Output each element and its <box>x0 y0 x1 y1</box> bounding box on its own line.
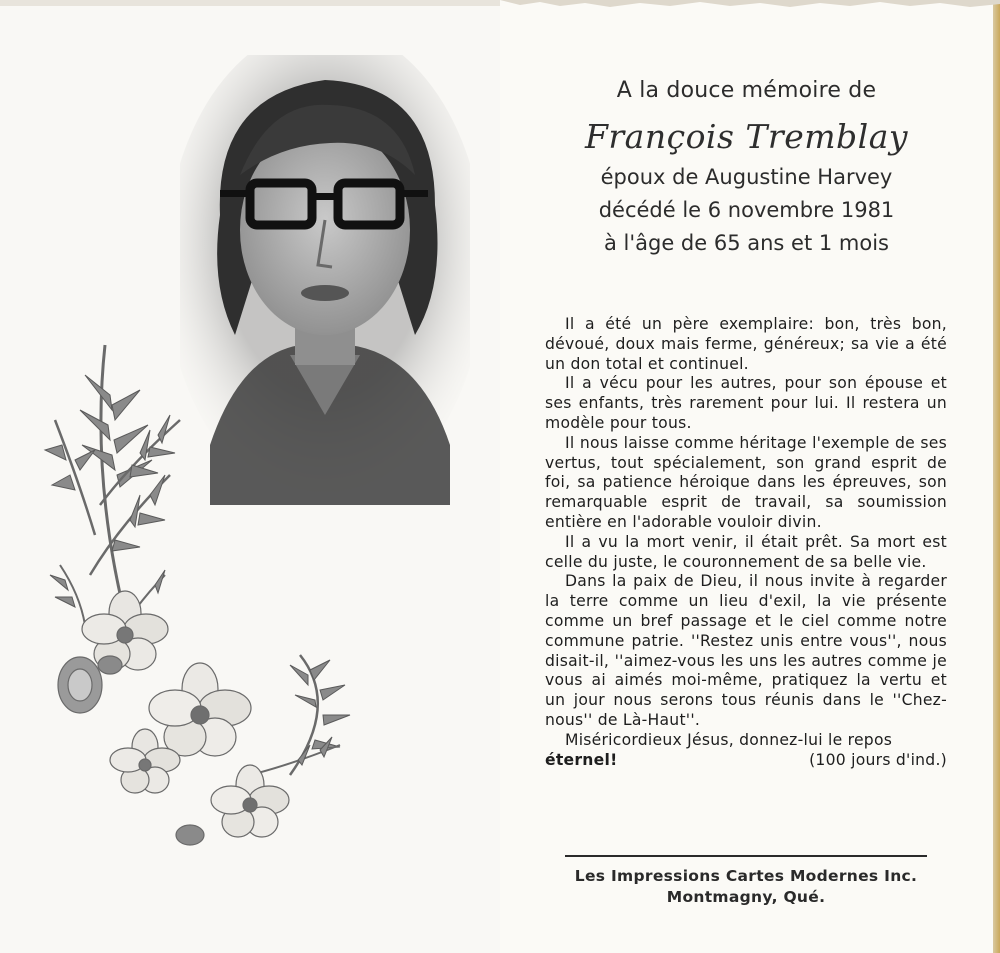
age-line: à l'âge de 65 ans et 1 mois <box>603 231 889 255</box>
spouse-line: époux de Augustine Harvey <box>600 165 893 189</box>
indulgence-note: (100 jours d'ind.) <box>809 750 947 769</box>
eulogy-paragraph: Dans la paix de Dieu, il nous invite à regarder la terre comme un lieu d'exil, la vie présente comme un bref passage et le ciel comme notre commune patrie. ''Restez unis entre vous'', nous disait-il, ''aimez-vous les uns les autres comme je vous ai aimés moi-même, pratiquez la vertu et un jour nous serons tous réunis dans le ''Chez-nous'' de Là-Haut''. <box>545 572 947 729</box>
dedication-line: A la douce mémoire de <box>616 78 877 103</box>
printer-location: Montmagny, Qué. <box>666 888 826 906</box>
printer-credit <box>545 866 947 908</box>
divider-rule <box>565 855 927 857</box>
eulogy-paragraph: Il a été un père exemplaire: bon, très bon, dévoué, doux mais ferme, généreux; sa vie a été un don total et continuel. <box>545 315 947 373</box>
deceased-name: François Tremblay <box>584 117 909 156</box>
closing-row <box>545 751 947 771</box>
printer-name: Les Impressions Cartes Modernes Inc. <box>574 867 918 885</box>
eulogy-paragraph: Il a vécu pour les autres, pour son épouse et ses enfants, très rarement pour lui. Il restera un modèle pour tous. <box>545 374 947 432</box>
card-edge <box>993 0 1000 953</box>
eulogy-paragraph: Il a vu la mort venir, il était prêt. Sa mort est celle du juste, le couronnement de sa belle vie. <box>545 532 947 571</box>
heading-block <box>500 78 993 255</box>
eulogy-text <box>545 315 947 770</box>
torn-paper-edge <box>0 0 1000 14</box>
floral-ornament <box>40 335 370 855</box>
eulogy-paragraph: Il nous laisse comme héritage l'exemple de ses vertus, tout spécialement, son grand esprit de foi, sa patience héroique dans les épreuves, son remarquable esprit de travail, sa soumission entière en l'adorable vouloir divin. <box>545 433 947 531</box>
eulogy-paragraph: Miséricordieux Jésus, donnez-lui le repos <box>565 730 893 749</box>
death-date-line: décédé le 6 novembre 1981 <box>598 198 895 222</box>
closing-word: éternel! <box>545 750 618 769</box>
